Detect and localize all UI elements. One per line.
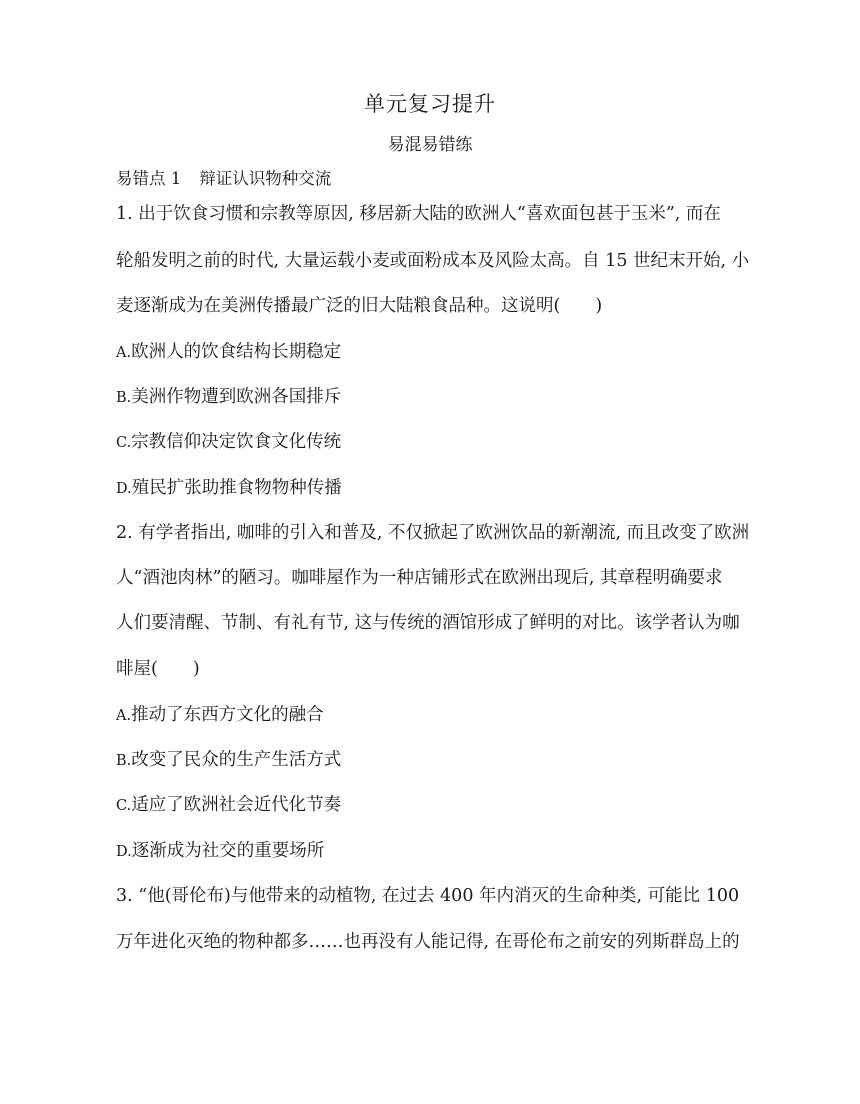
question-2-option-d: D.逐渐成为社交的重要场所 [116, 841, 325, 861]
question-1-option-b: B.美洲作物遭到欧洲各国排斥 [116, 387, 342, 407]
question-1-option-c: C.宗教信仰决定饮食文化传统 [116, 432, 342, 452]
question-2-line-4: 啡屋( ) [116, 659, 200, 679]
section-label: 易错点 1 [116, 169, 182, 188]
question-2-line-2: 人“酒池肉林”的陋习。咖啡屋作为一种店铺形式在欧洲出现后, 其章程明确要求 [116, 568, 723, 588]
section-topic: 辩证认识物种交流 [199, 169, 332, 188]
page-title: 单元复习提升 [364, 92, 496, 116]
question-1-option-d: D.殖民扩张助推食物物种传播 [116, 478, 342, 498]
question-3-line-1: 3. “他(哥伦布)与他带来的动植物, 在过去 400 年内消灭的生命种类, 可能比 100 [116, 886, 740, 906]
question-2-option-a: A.推动了东西方文化的融合 [116, 705, 324, 725]
question-2-line-3: 人们要清醒、节制、有礼有节, 这与传统的酒馆形成了鲜明的对比。该学者认为咖 [116, 613, 740, 633]
question-2-option-c: C.适应了欧洲社会近代化节奏 [116, 795, 342, 815]
question-1-line-3: 麦逐渐成为在美洲传播最广泛的旧大陆粮食品种。这说明( ) [116, 296, 603, 316]
question-1-line-2: 轮船发明之前的时代, 大量运载小麦或面粉成本及风险太高。自 15 世纪末开始, 小 [116, 251, 750, 271]
question-2-line-1: 2. 有学者指出, 咖啡的引入和普及, 不仅掀起了欧洲饮品的新潮流, 而且改变了欧洲 [116, 523, 750, 543]
page-subtitle: 易混易错练 [387, 135, 473, 155]
question-1-line-1: 1. 出于饮食习惯和宗教等原因, 移居新大陆的欧洲人“喜欢面包甚于玉米”, 而在 [116, 204, 721, 224]
question-2-option-b: B.改变了民众的生产生活方式 [116, 750, 342, 770]
question-3-line-2: 万年进化灭绝的物种都多……也再没有人能记得, 在哥伦布之前安的列斯群岛上的 [116, 932, 740, 952]
section-heading [116, 165, 331, 189]
question-1-option-a: A.欧洲人的饮食结构长期稳定 [116, 342, 342, 362]
